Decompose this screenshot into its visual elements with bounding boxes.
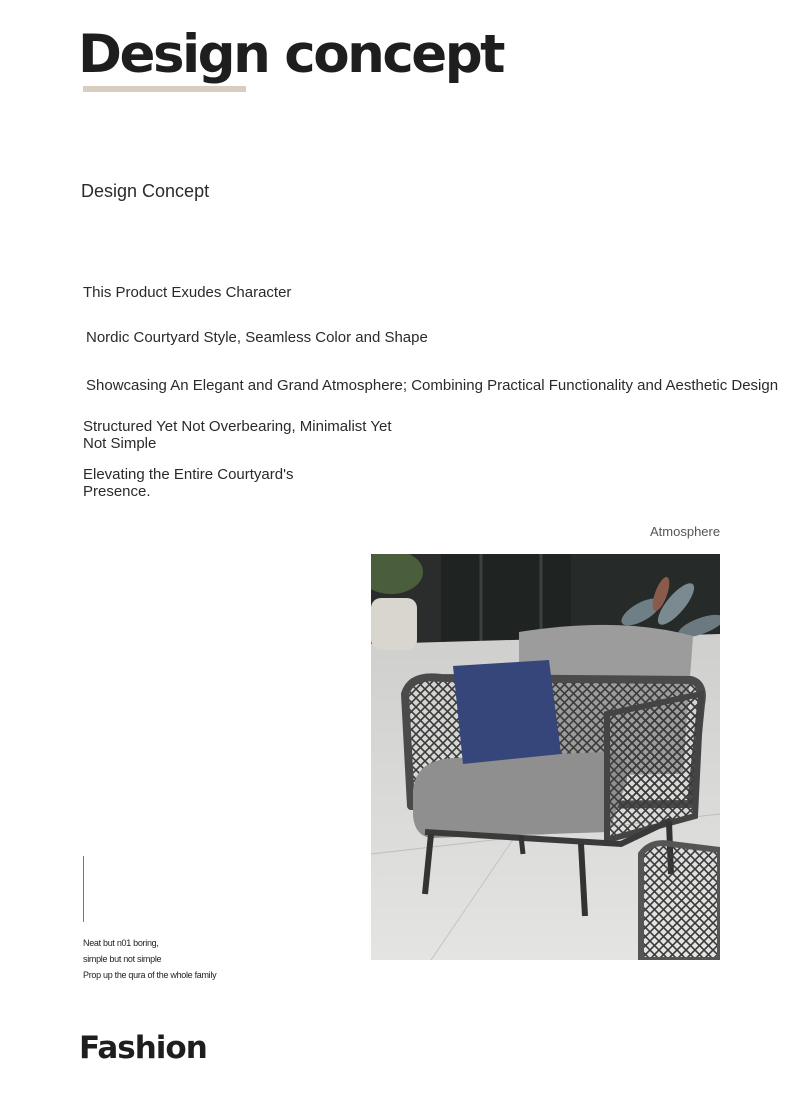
note-line-1: Neat but n01 boring, (83, 938, 159, 948)
section-subtitle: Design Concept (81, 181, 210, 201)
page-title: Design concept (78, 24, 503, 85)
concept-line-4: Structured Yet Not Overbearing, Minimalist Yet Not Simple (83, 418, 392, 452)
divider-line (83, 856, 84, 922)
concept-line-5: Elevating the Entire Courtyard's Presence. (83, 466, 294, 500)
note-line-3: Prop up the qura of the whole family (83, 970, 217, 980)
photo-caption: Atmosphere (650, 524, 721, 539)
concept-line-3: Showcasing An Elegant and Grand Atmosphere; Combining Practical Functionality and Aesthetic Design (86, 377, 779, 394)
title-underline (83, 86, 246, 92)
concept-line-2: Nordic Courtyard Style, Seamless Color and Shape (86, 329, 428, 346)
concept-line-1: This Product Exudes Character (83, 284, 292, 301)
note-line-2: simple but not simple (83, 954, 162, 964)
chair-photo (371, 554, 720, 960)
section-title-fashion: Fashion (79, 1030, 207, 1066)
